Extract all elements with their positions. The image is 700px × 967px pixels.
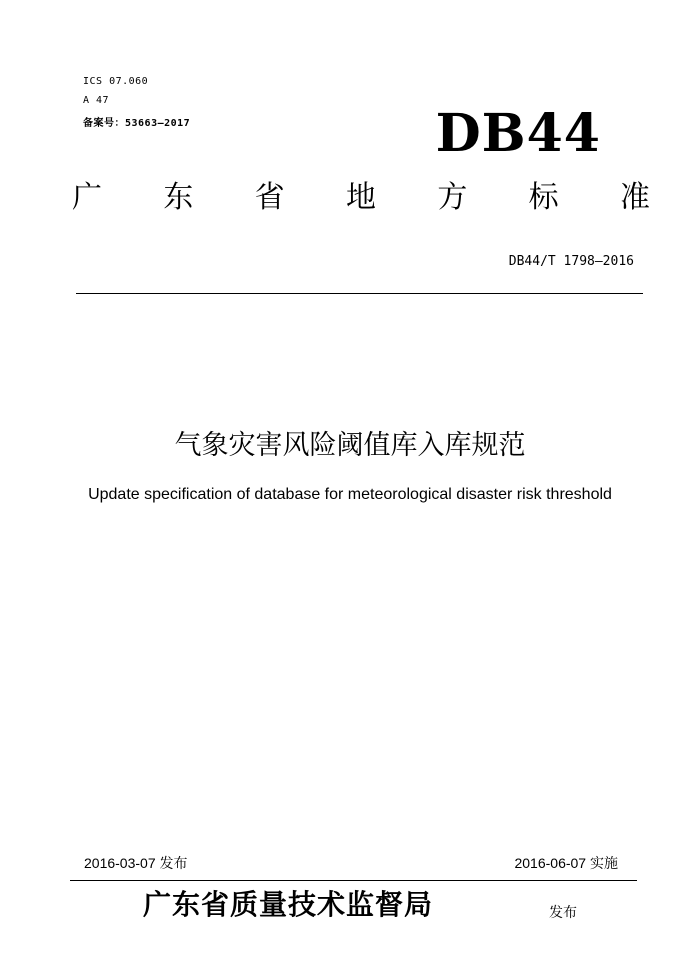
standard-code-logo: DB44 <box>435 103 601 164</box>
standard-type-char: 地 <box>345 180 376 215</box>
standard-type-heading <box>70 180 652 215</box>
header-divider <box>76 293 643 294</box>
standard-type-char: 方 <box>437 180 468 215</box>
document-title-english: Update specification of database for meteorological disaster risk threshold <box>88 486 612 503</box>
publish-date: 2016-03-07 发布 <box>84 855 188 871</box>
standard-type-char: 省 <box>254 180 285 215</box>
ics-code: ICS 07.060 <box>83 76 149 87</box>
standard-type-char: 标 <box>528 180 559 215</box>
record-number: 备案号：53663—2017 <box>83 118 191 129</box>
issuing-authority: 广东省质量技术监督局 <box>143 888 434 921</box>
standard-type-char: 准 <box>619 180 650 215</box>
standard-number: DB44/T 1798—2016 <box>508 254 634 269</box>
issued-label: 发布 <box>549 904 577 920</box>
footer-divider <box>70 880 637 881</box>
standard-type-char: 广 <box>72 180 102 215</box>
standard-type-char: 东 <box>163 180 194 215</box>
classification-code: A 47 <box>83 95 110 106</box>
implement-date: 2016-06-07 实施 <box>514 855 618 871</box>
document-title-chinese: 气象灾害风险阈值库入库规范 <box>174 430 526 461</box>
